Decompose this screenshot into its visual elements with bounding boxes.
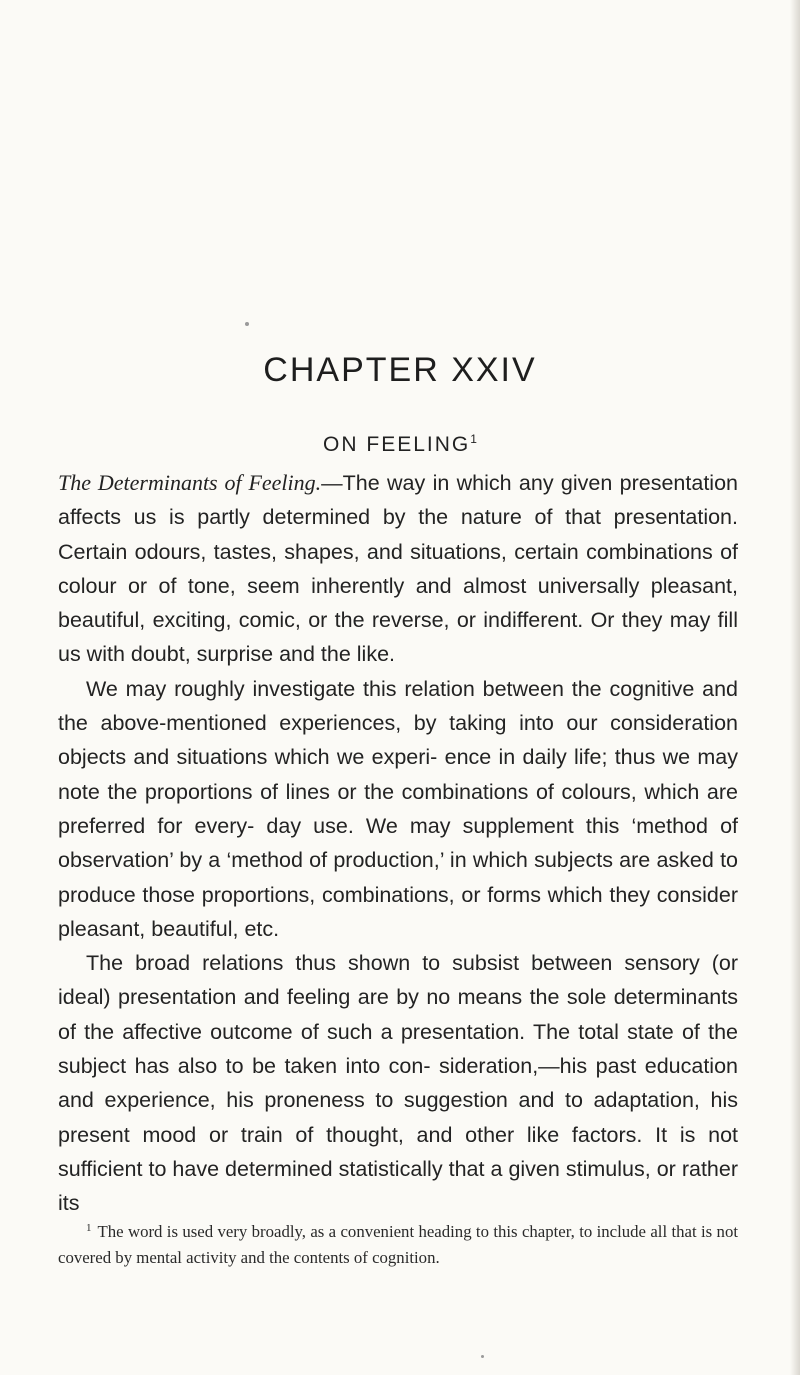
body-text: [58, 466, 738, 1221]
paragraph: [58, 466, 738, 672]
section-title-block: [0, 425, 800, 459]
footnote-marker: 1: [86, 1222, 92, 1234]
paragraph-text: —The way in which any given presentation affects us is partly determined by the nature of that presentation. Certain odours, tastes, shapes, and situations, certain combinations of colour or of tone, seem inherently and almost universally pleasant, beautiful, exciting, comic, or the reverse, or indifferent. Or they may fill us with doubt, surprise and the like.: [58, 471, 738, 667]
print-speck: [481, 1355, 484, 1358]
paragraph: We may roughly investigate this relation between the cognitive and the above-mentioned experiences, by taking into our consideration objects and situations which we experi- ence in daily life; thus we may note the proportions of lines or the combinations of colours, which are preferred for every- day use. We may supplement this ‘method of observation’ by a ‘method of production,’ in which subjects are asked to produce those proportions, combinations, or forms which they consider pleasant, beautiful, etc.: [58, 676, 738, 941]
footnote-reference: 1: [470, 432, 477, 446]
section-title: ON FEELING: [323, 433, 471, 456]
footnote-text: The word is used very broadly, as a convenient heading to this chapter, to include all that is not covered by mental activity and the contents of cognition.: [58, 1222, 738, 1267]
chapter-title: CHAPTER XXIV: [263, 351, 537, 389]
print-speck: [245, 322, 249, 326]
paragraph-lead-in: The Determinants of Feeling.: [58, 470, 322, 495]
footnote: [58, 1215, 738, 1271]
paragraph: The broad relations thus shown to subsist between sensory (or ideal) presentation and feeling are by no means the sole determinants of the affective outcome of such a presentation. The total state of the subject has also to be taken into con- sideration,—his past education and experience, his proneness to suggestion and to adaptation, his present mood or train of thought, and other like factors. It is not sufficient to have determined statistically that a given stimulus, or rather its: [58, 951, 738, 1216]
